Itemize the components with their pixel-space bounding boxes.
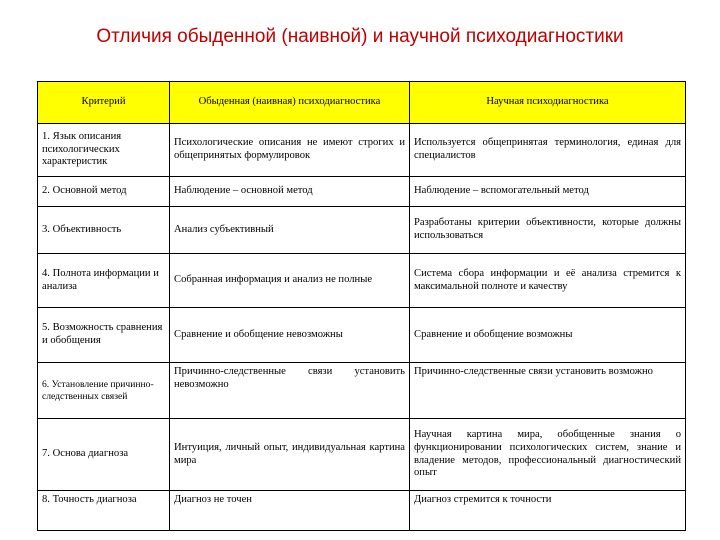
- naive-cell: Сравнение и обобщение невозможны: [170, 308, 410, 363]
- naive-cell: Психологические описания не имеют строгих и общепринятых формулировок: [170, 124, 410, 177]
- criterion-cell: 3. Объективность: [38, 207, 170, 254]
- naive-cell: Интуиция, личный опыт, индивидуальная картина мира: [170, 419, 410, 491]
- scientific-cell: Причинно-следственные связи установить возможно: [410, 363, 686, 419]
- naive-cell: Диагноз не точен: [170, 491, 410, 531]
- scientific-cell: Диагноз стремится к точности: [410, 491, 686, 531]
- table-row: [38, 124, 686, 177]
- naive-cell: Собранная информация и анализ не полные: [170, 254, 410, 308]
- scientific-cell: Научная картина мира, обобщенные знания о функционировании психологических систем, знание и владение методов, профессиональный диагностический опыт: [410, 419, 686, 491]
- criterion-cell: 6. Установление причинно-следственных связей: [38, 363, 170, 419]
- comparison-table: [37, 81, 686, 531]
- header-row: [38, 82, 686, 124]
- scientific-cell: Наблюдение – вспомогательный метод: [410, 177, 686, 207]
- criterion-cell: 7. Основа диагноза: [38, 419, 170, 491]
- table-row: [38, 177, 686, 207]
- criterion-cell: 8. Точность диагноза: [38, 491, 170, 531]
- scientific-cell: Сравнение и обобщение возможны: [410, 308, 686, 363]
- table-row: [38, 363, 686, 419]
- scientific-cell: Используется общепринятая терминология, единая для специалистов: [410, 124, 686, 177]
- header-scientific: Научная психодиагностика: [410, 82, 686, 124]
- scientific-cell: Система сбора информации и её анализа стремится к максимальной полноте и качеству: [410, 254, 686, 308]
- table-row: [38, 207, 686, 254]
- criterion-cell: 1. Язык описания психологических характеристик: [38, 124, 170, 177]
- criterion-cell: 2. Основной метод: [38, 177, 170, 207]
- naive-cell: Анализ субъективный: [170, 207, 410, 254]
- criterion-cell: 5. Возможность сравнения и обобщения: [38, 308, 170, 363]
- scientific-cell: Разработаны критерии объективности, которые должны использоваться: [410, 207, 686, 254]
- header-naive: Обыденная (наивная) психодиагностика: [170, 82, 410, 124]
- table-row: [38, 254, 686, 308]
- criterion-cell: 4. Полнота информации и анализа: [38, 254, 170, 308]
- table-row: [38, 308, 686, 363]
- naive-cell: Наблюдение – основной метод: [170, 177, 410, 207]
- table-row: [38, 491, 686, 531]
- page-title: Отличия обыденной (наивной) и научной психодиагностики: [96, 26, 624, 47]
- header-criterion: Критерий: [38, 82, 170, 124]
- naive-cell: Причинно-следственные связи установить невозможно: [170, 363, 410, 419]
- table-row: [38, 419, 686, 491]
